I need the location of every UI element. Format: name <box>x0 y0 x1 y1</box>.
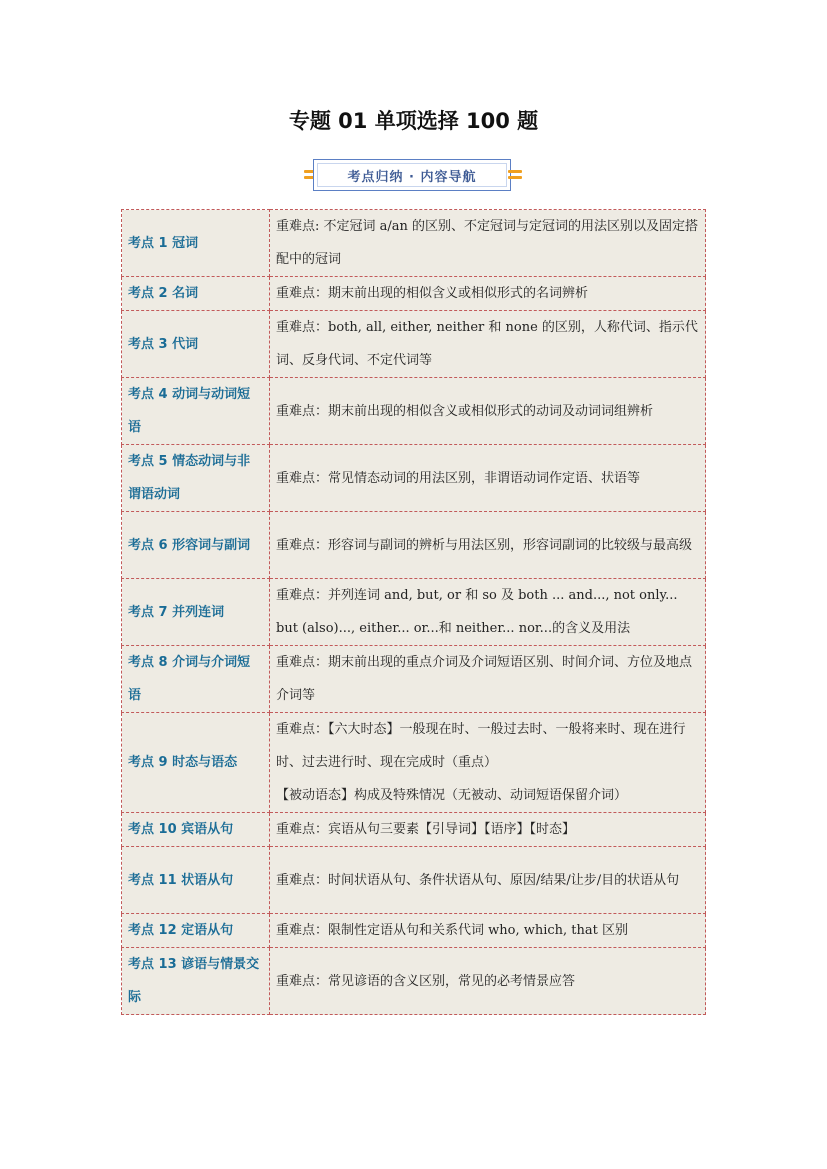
content-cell: 重难点：时间状语从句、条件状语从句、原因/结果/让步/目的状语从句 <box>270 847 706 914</box>
banner-label: 考点归纳 · 内容导航 <box>317 163 507 187</box>
table-row <box>122 277 706 311</box>
section-banner <box>304 159 522 193</box>
table-row <box>122 813 706 847</box>
topic-cell: 考点 12 定语从句 <box>122 914 270 948</box>
topic-cell: 考点 2 名词 <box>122 277 270 311</box>
table-row <box>122 948 706 1015</box>
table-row <box>122 445 706 512</box>
content-cell <box>270 713 706 813</box>
table-row <box>122 914 706 948</box>
content-cell: 重难点：both, all, either, neither 和 none 的区别，人称代词、指示代词、反身代词、不定代词等 <box>270 311 706 378</box>
topic-cell: 考点 3 代词 <box>122 311 270 378</box>
topic-cell: 考点 4 动词与动词短语 <box>122 378 270 445</box>
content-cell: 重难点：形容词与副词的辨析与用法区别，形容词副词的比较级与最高级 <box>270 512 706 579</box>
topic-table <box>121 209 706 1015</box>
table-row <box>122 210 706 277</box>
content-cell: 重难点：宾语从句三要素【引导词】【语序】【时态】 <box>270 813 706 847</box>
table-row <box>122 579 706 646</box>
content-cell: 重难点：期末前出现的重点介词及介词短语区别、时间介词、方位及地点介词等 <box>270 646 706 713</box>
content-cell: 重难点：常见情态动词的用法区别，非谓语动词作定语、状语等 <box>270 445 706 512</box>
table-row <box>122 378 706 445</box>
content-cell: 重难点：并列连词 and, but, or 和 so 及 both ... and..., not only... but (also)..., either... or...和 neither... nor...的含义及用法 <box>270 579 706 646</box>
table-row <box>122 512 706 579</box>
decor-bars-icon <box>508 170 522 182</box>
table-row <box>122 311 706 378</box>
topic-cell: 考点 8 介词与介词短语 <box>122 646 270 713</box>
content-cell: 重难点：期末前出现的相似含义或相似形式的动词及动词词组辨析 <box>270 378 706 445</box>
topic-cell: 考点 10 宾语从句 <box>122 813 270 847</box>
topic-cell: 考点 7 并列连词 <box>122 579 270 646</box>
topic-cell: 考点 1 冠词 <box>122 210 270 277</box>
content-line: 【被动语态】构成及特殊情况（无被动、动词短语保留介词） <box>276 788 628 803</box>
content-cell: 重难点：常见谚语的含义区别，常见的必考情景应答 <box>270 948 706 1015</box>
page-title: 专题 01 单项选择 100 题 <box>288 109 539 133</box>
table-row <box>122 847 706 914</box>
topic-cell: 考点 9 时态与语态 <box>122 713 270 813</box>
content-cell: 重难点: 不定冠词 a/an 的区别、不定冠词与定冠词的用法区别以及固定搭配中的冠词 <box>270 210 706 277</box>
table-row <box>122 646 706 713</box>
topic-cell: 考点 6 形容词与副词 <box>122 512 270 579</box>
topic-cell: 考点 5 情态动词与非谓语动词 <box>122 445 270 512</box>
content-line: 重难点：【六大时态】一般现在时、一般过去时、一般将来时、现在进行时、过去进行时、现在完成时（重点） <box>276 722 686 770</box>
banner-box <box>313 159 511 191</box>
topic-cell: 考点 11 状语从句 <box>122 847 270 914</box>
topic-cell: 考点 13 谚语与情景交际 <box>122 948 270 1015</box>
content-cell: 重难点：限制性定语从句和关系代词 who, which, that 区别 <box>270 914 706 948</box>
table-row <box>122 713 706 813</box>
content-cell: 重难点：期末前出现的相似含义或相似形式的名词辨析 <box>270 277 706 311</box>
